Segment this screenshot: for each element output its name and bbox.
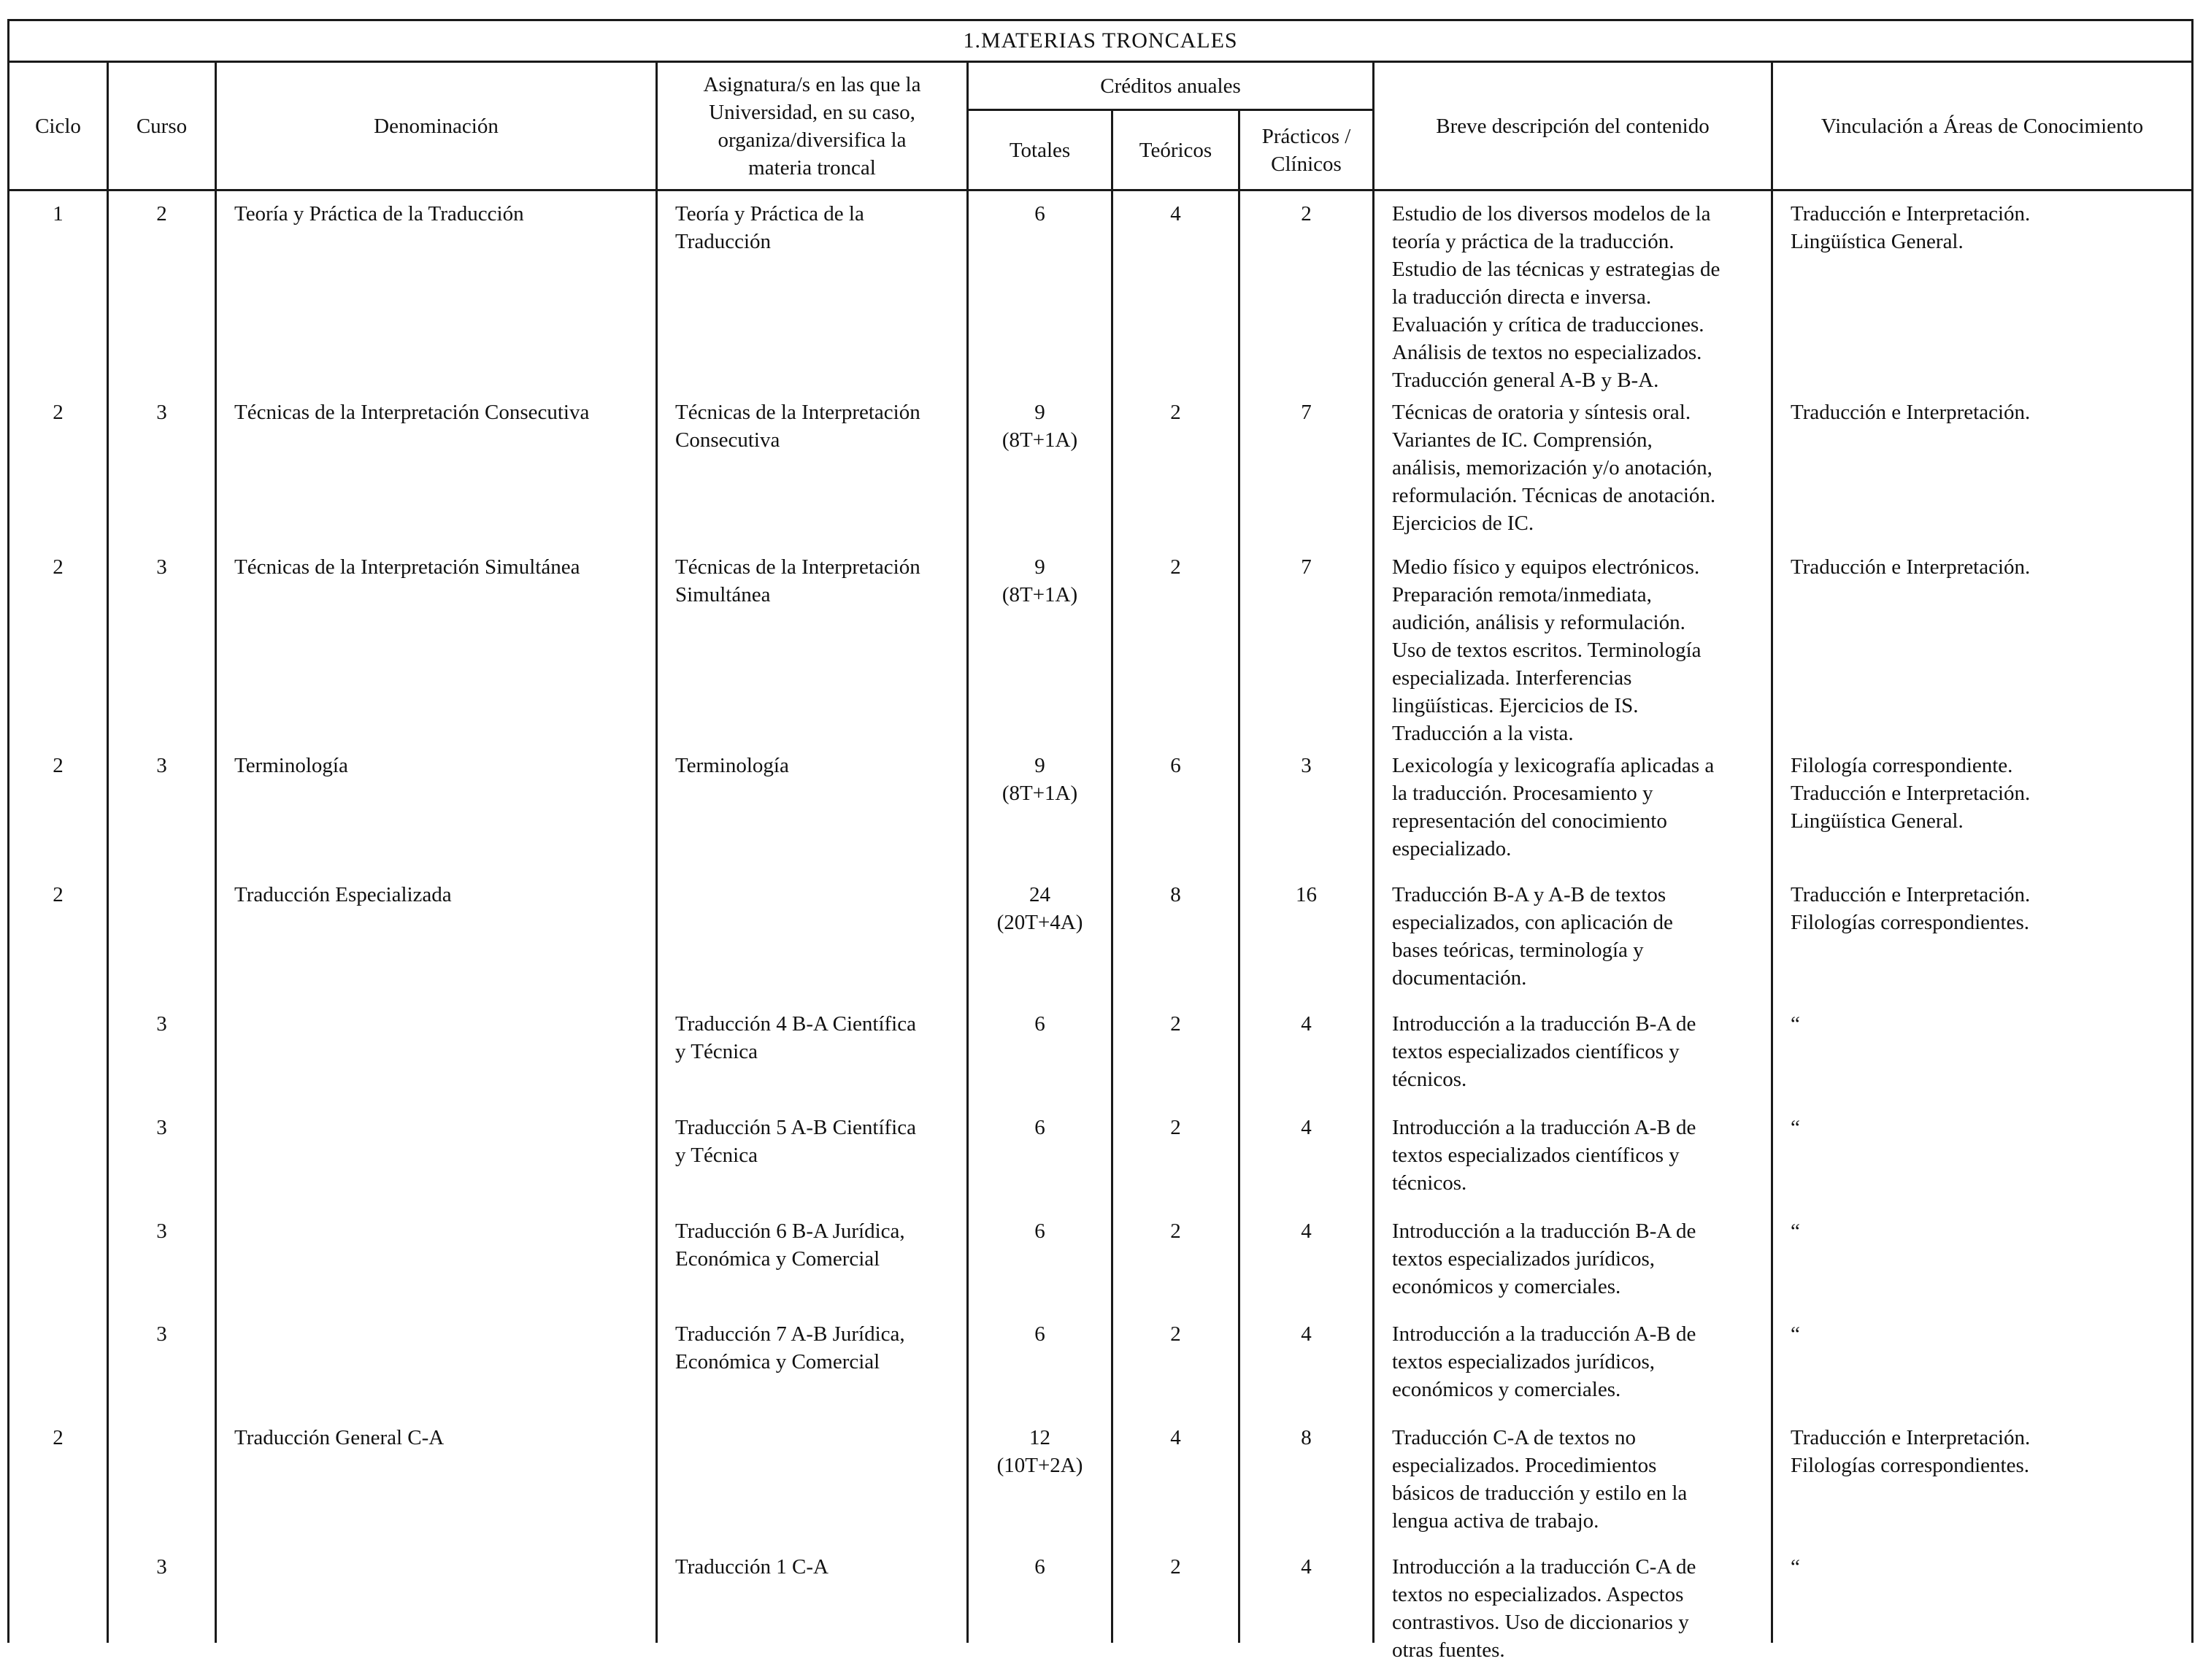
column-teoricos: [1112, 190, 1239, 1644]
cell-teoricos: 4: [1170, 202, 1181, 226]
cell-denominacion: Teoría y Práctica de la Traducción: [234, 202, 524, 226]
cell-descripcion: Ejercicios de IC.: [1392, 512, 1534, 535]
cell-practicos: 4: [1301, 1012, 1312, 1036]
cell-asignatura: Económica y Comercial: [675, 1247, 880, 1271]
cell-teoricos: 2: [1170, 1219, 1181, 1243]
cell-descripcion: económicos y comerciales.: [1392, 1378, 1621, 1401]
cell-descripcion: básicos de traducción y estilo en la: [1392, 1481, 1688, 1505]
cell-practicos: 8: [1301, 1426, 1312, 1449]
cell-descripcion: representación del conocimiento: [1392, 809, 1667, 833]
cell-descripcion: Introducción a la traducción B-A de: [1392, 1219, 1696, 1243]
cell-vinculacion: Filologías correspondientes.: [1791, 1454, 2030, 1477]
cell-vinculacion: Traducción e Interpretación.: [1791, 202, 2031, 226]
cell-descripcion: audición, análisis y reformulación.: [1392, 611, 1685, 634]
cell-totales: 6: [1034, 1116, 1045, 1139]
cell-totales: (8T+1A): [1001, 583, 1078, 606]
cell-totales: (8T+1A): [1001, 782, 1078, 805]
cell-ciclo: 2: [53, 883, 64, 906]
cell-teoricos: 8: [1170, 883, 1181, 906]
header-vinculacion: Vinculación a Áreas de Conocimiento: [1772, 62, 2193, 190]
cell-asignatura: Simultánea: [675, 583, 771, 606]
header-asignatura: [657, 62, 968, 190]
cell-asignatura: Traducción 4 B-A Científica: [675, 1012, 916, 1036]
cell-asignatura: Económica y Comercial: [675, 1350, 880, 1373]
cell-descripcion: Introducción a la traducción C-A de: [1392, 1555, 1696, 1579]
cell-ciclo: 2: [53, 754, 64, 777]
cell-totales: 6: [1034, 1012, 1045, 1036]
cell-descripcion: económicos y comerciales.: [1392, 1275, 1621, 1298]
header-practicos-line: Prácticos /: [1261, 124, 1351, 148]
materias-troncales-table: [7, 19, 2194, 1662]
cell-ciclo: 1: [53, 202, 64, 226]
cell-denominacion: Terminología: [234, 754, 348, 777]
cell-practicos: 4: [1301, 1322, 1312, 1346]
header-curso: Curso: [108, 62, 216, 190]
cell-descripcion: especializados. Procedimientos: [1392, 1454, 1657, 1477]
cell-descripcion: Estudio de los diversos modelos de la: [1392, 202, 1711, 226]
cell-descripcion: Introducción a la traducción B-A de: [1392, 1012, 1696, 1036]
cell-totales: 6: [1034, 1555, 1045, 1579]
cell-curso: 3: [156, 1322, 167, 1346]
header-asignatura-line: Asignatura/s en las que la: [703, 72, 921, 96]
cell-totales: 9: [1034, 754, 1045, 777]
column-denominacion: [216, 190, 657, 1644]
cell-totales: 6: [1034, 202, 1045, 226]
cell-vinculacion: Traducción e Interpretación.: [1791, 1426, 2031, 1449]
cell-practicos: 3: [1301, 754, 1312, 777]
cell-practicos: 7: [1301, 555, 1312, 579]
cell-descripcion: Preparación remota/inmediata,: [1392, 583, 1652, 606]
cell-vinculacion: “: [1791, 1219, 1800, 1243]
cell-vinculacion: “: [1791, 1012, 1800, 1036]
cell-descripcion: especializada. Interferencias: [1392, 666, 1632, 690]
cell-teoricos: 2: [1170, 401, 1181, 424]
cell-descripcion: especializados, con aplicación de: [1392, 911, 1673, 934]
cell-curso: 3: [156, 1116, 167, 1139]
cell-curso: 3: [156, 754, 167, 777]
cell-asignatura: Teoría y Práctica de la: [675, 202, 864, 226]
cell-vinculacion: Filologías correspondientes.: [1791, 911, 2030, 934]
cell-descripcion: textos especializados científicos y: [1392, 1144, 1680, 1167]
cell-asignatura: y Técnica: [675, 1040, 758, 1063]
cell-denominacion: Técnicas de la Interpretación Simultánea: [234, 555, 580, 579]
cell-totales: 9: [1034, 401, 1045, 424]
cell-descripcion: Estudio de las técnicas y estrategias de: [1392, 258, 1721, 281]
cell-asignatura: Traducción 1 C-A: [675, 1555, 828, 1579]
cell-teoricos: 4: [1170, 1426, 1181, 1449]
cell-vinculacion: Traducción e Interpretación.: [1791, 782, 2031, 805]
cell-practicos: 7: [1301, 401, 1312, 424]
cell-teoricos: 2: [1170, 1012, 1181, 1036]
header-descripcion: Breve descripción del contenido: [1374, 62, 1772, 190]
cell-descripcion: Análisis de textos no especializados.: [1392, 341, 1702, 364]
cell-descripcion: Traducción general A-B y B-A.: [1392, 369, 1659, 392]
cell-descripcion: Traducción a la vista.: [1392, 722, 1574, 745]
column-ciclo: [9, 190, 108, 1644]
cell-descripcion: lengua activa de trabajo.: [1392, 1509, 1599, 1533]
cell-descripcion: reformulación. Técnicas de anotación.: [1392, 484, 1716, 507]
cell-totales: 12: [1029, 1426, 1050, 1449]
cell-totales: 6: [1034, 1322, 1045, 1346]
cell-vinculacion: “: [1791, 1555, 1800, 1579]
table-title: 1.MATERIAS TRONCALES: [9, 20, 2193, 62]
cell-totales: (8T+1A): [1001, 428, 1078, 452]
cell-practicos: 4: [1301, 1555, 1312, 1579]
cell-descripcion: Evaluación y crítica de traducciones.: [1392, 313, 1704, 336]
cell-vinculacion: Traducción e Interpretación.: [1791, 555, 2031, 579]
cell-curso: 3: [156, 1555, 167, 1579]
cell-vinculacion: Filología correspondiente.: [1791, 754, 2013, 777]
cell-descripcion: otras fuentes.: [1392, 1638, 1505, 1662]
header-practicos: [1239, 110, 1374, 190]
cell-descripcion: Introducción a la traducción A-B de: [1392, 1116, 1696, 1139]
cell-descripcion: Traducción C-A de textos no: [1392, 1426, 1637, 1449]
header-asignatura-line: materia troncal: [748, 155, 876, 180]
cell-descripcion: contrastivos. Uso de diccionarios y: [1392, 1611, 1689, 1634]
column-descripcion: [1374, 190, 1772, 1662]
header-totales: Totales: [968, 110, 1112, 190]
header-teoricos: Teóricos: [1112, 110, 1239, 190]
cell-ciclo: 2: [53, 555, 64, 579]
header-asignatura-line: Universidad, en su caso,: [709, 100, 915, 124]
cell-vinculacion: Lingüística General.: [1791, 230, 1964, 253]
cell-ciclo: 2: [53, 1426, 64, 1449]
cell-teoricos: 2: [1170, 555, 1181, 579]
cell-teoricos: 2: [1170, 1116, 1181, 1139]
cell-curso: 3: [156, 1219, 167, 1243]
cell-descripcion: Lexicología y lexicografía aplicadas a: [1392, 754, 1715, 777]
header-denominacion: Denominación: [216, 62, 657, 190]
column-vinculacion: [1772, 190, 2193, 1644]
cell-descripcion: especializado.: [1392, 837, 1512, 860]
cell-descripcion: Variantes de IC. Comprensión,: [1392, 428, 1653, 452]
cell-asignatura: y Técnica: [675, 1144, 758, 1167]
cell-descripcion: Uso de textos escritos. Terminología: [1392, 639, 1702, 662]
cell-denominacion: Técnicas de la Interpretación Consecutiva: [234, 401, 590, 424]
cell-descripcion: lingüísticas. Ejercicios de IS.: [1392, 694, 1639, 717]
cell-descripcion: textos especializados jurídicos,: [1392, 1350, 1655, 1373]
cell-descripcion: técnicos.: [1392, 1068, 1467, 1091]
cell-totales: 6: [1034, 1219, 1045, 1243]
cell-teoricos: 2: [1170, 1322, 1181, 1346]
cell-practicos: 2: [1301, 202, 1312, 226]
header-asignatura-line: organiza/diversifica la: [718, 128, 907, 152]
cell-vinculacion: Traducción e Interpretación.: [1791, 401, 2031, 424]
cell-asignatura: Técnicas de la Interpretación: [675, 401, 920, 424]
cell-practicos: 16: [1296, 883, 1317, 906]
column-practicos: [1239, 190, 1374, 1644]
column-totales: [968, 190, 1112, 1644]
cell-asignatura: Traducción 6 B-A Jurídica,: [675, 1219, 905, 1243]
cell-vinculacion: “: [1791, 1116, 1800, 1139]
cell-teoricos: 6: [1170, 754, 1181, 777]
cell-curso: 3: [156, 555, 167, 579]
cell-descripcion: Traducción B-A y A-B de textos: [1392, 883, 1666, 906]
cell-descripcion: textos no especializados. Aspectos: [1392, 1583, 1684, 1606]
cell-ciclo: 2: [53, 401, 64, 424]
cell-denominacion: Traducción General C-A: [234, 1426, 445, 1449]
cell-teoricos: 2: [1170, 1555, 1181, 1579]
cell-denominacion: Traducción Especializada: [234, 883, 452, 906]
cell-totales: (20T+4A): [996, 911, 1083, 934]
cell-curso: 3: [156, 401, 167, 424]
cell-vinculacion: “: [1791, 1322, 1800, 1346]
cell-practicos: 4: [1301, 1116, 1312, 1139]
cell-descripcion: la traducción directa e inversa.: [1392, 285, 1652, 309]
cell-descripcion: Medio físico y equipos electrónicos.: [1392, 555, 1700, 579]
cell-asignatura: Traducción: [675, 230, 772, 253]
cell-descripcion: bases teóricas, terminología y: [1392, 939, 1644, 962]
cell-descripcion: técnicos.: [1392, 1171, 1467, 1195]
cell-descripcion: Introducción a la traducción A-B de: [1392, 1322, 1696, 1346]
cell-totales: (10T+2A): [996, 1454, 1083, 1477]
cell-descripcion: análisis, memorización y/o anotación,: [1392, 456, 1712, 479]
cell-descripcion: documentación.: [1392, 966, 1527, 990]
materias-troncales-page: [7, 19, 2191, 1680]
cell-vinculacion: Lingüística General.: [1791, 809, 1964, 833]
cell-descripcion: teoría y práctica de la traducción.: [1392, 230, 1675, 253]
cell-curso: 3: [156, 1012, 167, 1036]
cell-descripcion: textos especializados jurídicos,: [1392, 1247, 1655, 1271]
cell-descripcion: textos especializados científicos y: [1392, 1040, 1680, 1063]
cell-practicos: 4: [1301, 1219, 1312, 1243]
cell-asignatura: Traducción 5 A-B Científica: [675, 1116, 916, 1139]
column-curso: [108, 190, 216, 1644]
header-practicos-line: Clínicos: [1271, 152, 1342, 176]
cell-vinculacion: Traducción e Interpretación.: [1791, 883, 2031, 906]
cell-descripcion: Técnicas de oratoria y síntesis oral.: [1392, 401, 1691, 424]
cell-curso: 2: [156, 202, 167, 226]
cell-totales: 24: [1029, 883, 1050, 906]
cell-descripcion: la traducción. Procesamiento y: [1392, 782, 1653, 805]
cell-totales: 9: [1034, 555, 1045, 579]
header-creditos-anuales: Créditos anuales: [968, 62, 1374, 110]
cell-asignatura: Terminología: [675, 754, 789, 777]
header-ciclo: Ciclo: [9, 62, 108, 190]
cell-asignatura: Técnicas de la Interpretación: [675, 555, 920, 579]
cell-asignatura: Consecutiva: [675, 428, 780, 452]
cell-asignatura: Traducción 7 A-B Jurídica,: [675, 1322, 905, 1346]
column-asignatura: [657, 190, 968, 1644]
